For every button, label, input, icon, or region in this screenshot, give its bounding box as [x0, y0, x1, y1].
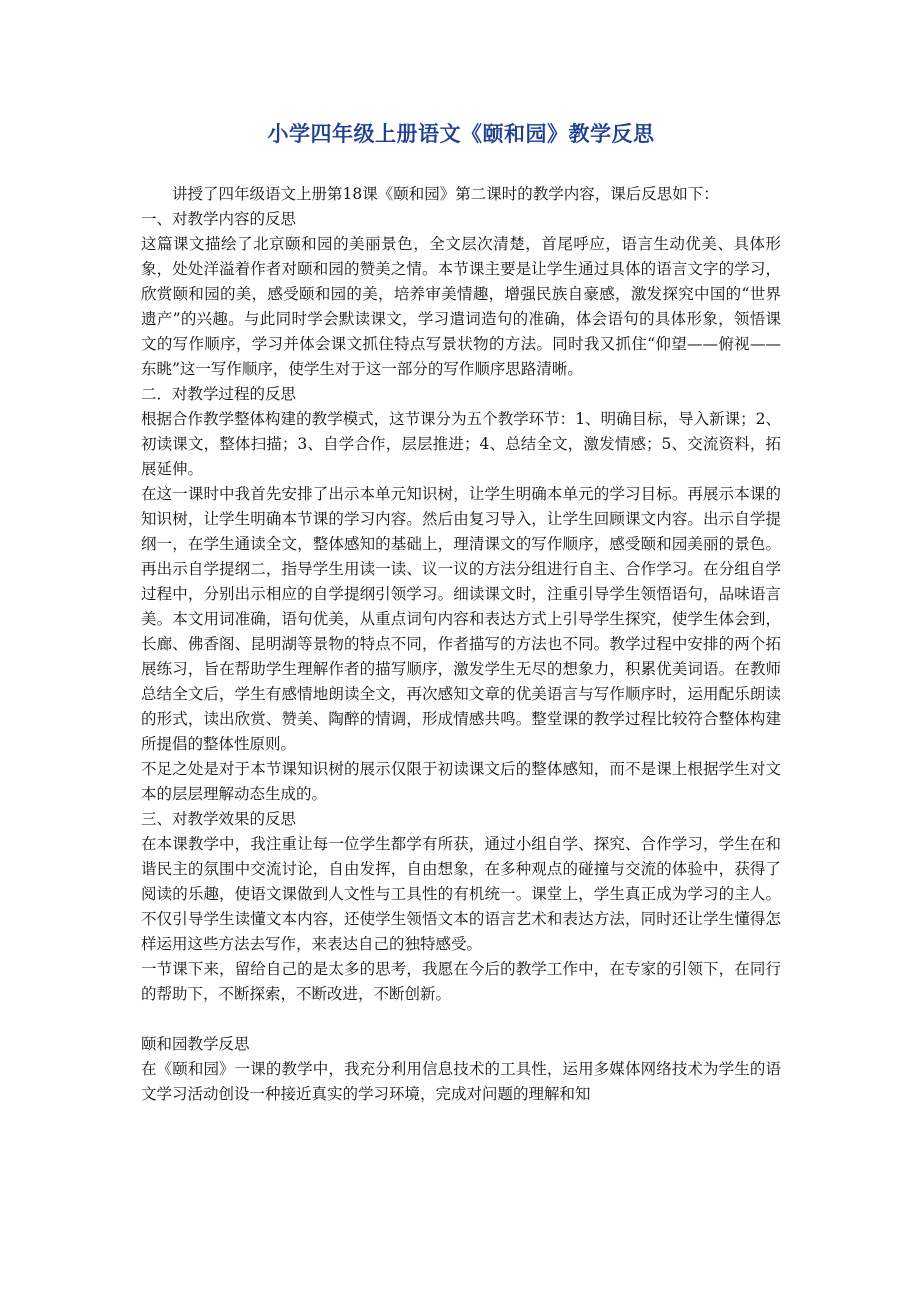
section-1-heading: 一、对教学内容的反思 [141, 210, 297, 228]
part-2-heading: 颐和园教学反思 [141, 1035, 250, 1053]
intro-paragraph: 讲授了四年级语文上册第18课《颐和园》第二课时的教学内容，课后反思如下： [172, 185, 719, 203]
section-2-heading: 二．对教学过程的反思 [141, 385, 297, 403]
part-2-paragraph: 在《颐和园》一课的教学中，我充分利用信息技术的工具性，运用多媒体网络技术为学生的语文学习活动创设一种接近真实的学习环境，完成对问题的理解和知 [141, 1060, 781, 1103]
document-title: 小学四年级上册语文《颐和园》教学反思 [267, 121, 655, 146]
section-3-paragraph-1: 在本课教学中，我注重让每一位学生都学有所获，通过小组自学、探究、合作学习，学生在和谐民主的氛围中交流讨论，自由发挥，自由想象，在多种观点的碰撞与交流的体验中，获得了阅读的乐趣，使语文课做到人文性与工具性的有机统一。课堂上，学生真正成为学习的主人。不仅引导学生读懂文本内容，还使学生领悟文本的语言艺术和表达方法，同时还让学生懂得怎样运用这些方法去写作，来表达自己的独特感受。 [141, 835, 781, 953]
section-1-paragraph: 这篇课文描绘了北京颐和园的美丽景色，全文层次清楚，首尾呼应，语言生动优美、具体形象，处处洋溢着作者对颐和园的赞美之情。本节课主要是让学生通过具体的语言文字的学习，欣赏颐和园的美，感受颐和园的美，培养审美情趣，增强民族自豪感，激发探究中国的“世界遗产”的兴趣。与此同时学会默读课文，学习遣词造句的准确，体会语句的具体形象，领悟课文的写作顺序，学习并体会课文抓住特点写景状物的方法。同时我又抓住“仰望——俯视——东眺”这一写作顺序，使学生对于这一部分的写作顺序思路清晰。 [141, 235, 781, 378]
section-2-paragraph-2: 在这一课时中我首先安排了出示本单元知识树，让学生明确本单元的学习目标。再展示本课的知识树，让学生明确本节课的学习内容。然后由复习导入，让学生回顾课文内容。出示自学提纲一，在学生通读全文，整体感知的基础上，理清课文的写作顺序，感受颐和园美丽的景色。再出示自学提纲二，指导学生用读一读、议一议的方法分组进行自主、合作学习。在分组自学过程中，分别出示相应的自学提纲引领学习。细读课文时，注重引导学生领悟语句，品味语言美。本文用词准确，语句优美，从重点词句内容和表达方式上引导学生探究，使学生体会到，长廊、佛香阁、昆明湖等景物的特点不同，作者描写的方法也不同。教学过程中安排的两个拓展练习，旨在帮助学生理解作者的描写顺序，激发学生无尽的想象力，积累优美词语。在教师总结全文后，学生有感情地朗读全文，再次感知文章的优美语言与写作顺序时，运用配乐朗读的形式，读出欣赏、赞美、陶醉的情调，形成情感共鸣。整堂课的教学过程比较符合整体构建所提倡的整体性原则。 [141, 485, 781, 753]
section-2-paragraph-1: 根据合作教学整体构建的教学模式，这节课分为五个教学环节：1、明确目标，导入新课；2、初读课文，整体扫描；3、自学合作，层层推进；4、总结全文，激发情感；5、交流资料，拓展延伸。 [141, 410, 781, 478]
section-2-paragraph-3: 不足之处是对于本节课知识树的展示仅限于初读课文后的整体感知，而不是课上根据学生对文本的层层理解动态生成的。 [141, 760, 781, 803]
section-3-paragraph-2: 一节课下来，留给自己的是太多的思考，我愿在今后的教学工作中，在专家的引领下，在同行的帮助下，不断探索，不断改进，不断创新。 [141, 960, 781, 1003]
document-page [141, 118, 781, 1107]
section-3-heading: 三、对教学效果的反思 [141, 810, 297, 828]
blank-line [141, 1007, 781, 1032]
